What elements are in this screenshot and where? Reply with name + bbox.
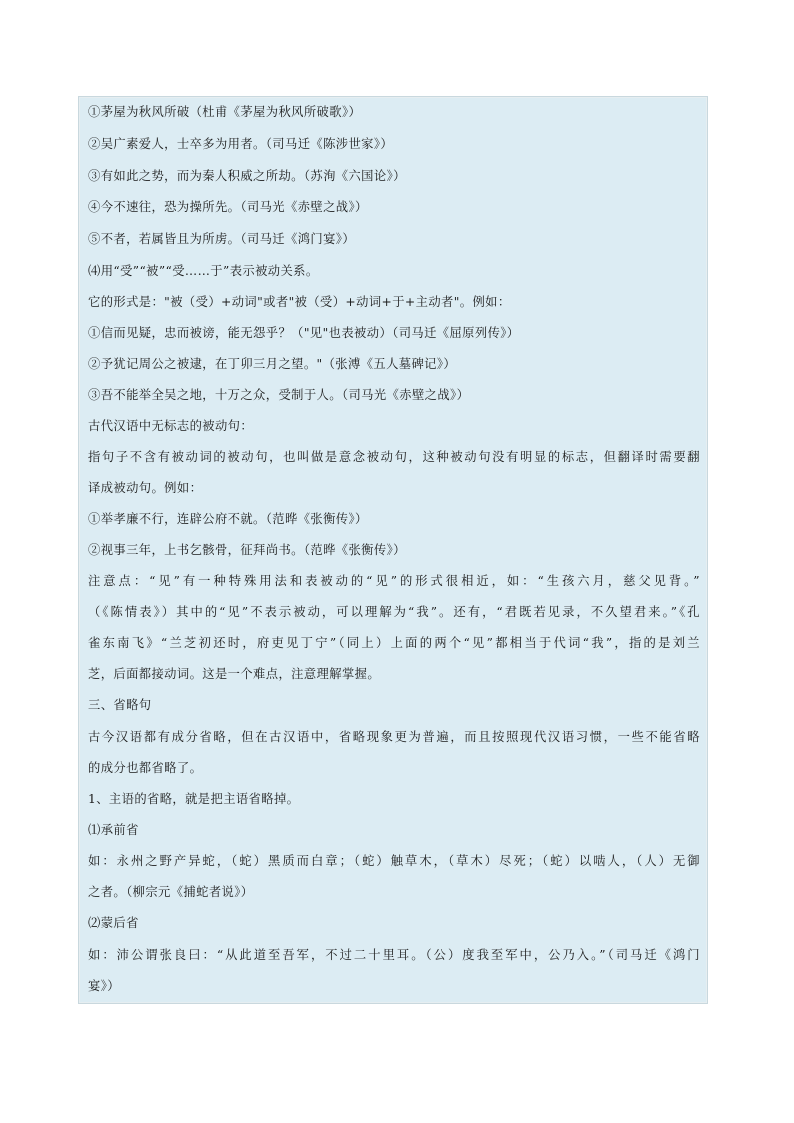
text-line: ①茅屋为秋风所破（杜甫《茅屋为秋风所破歌》） (88, 105, 362, 119)
text-line: ⑵蒙后省 (88, 916, 139, 930)
text-line: 古代汉语中无标志的被动句： (88, 419, 254, 433)
text-line: 芝，后面都接动词。这是一个难点，注意理解掌握。 (88, 667, 381, 681)
text-line: ③吾不能举全吴之地，十万之众，受制于人。（司马光《赤壁之战》） (88, 388, 470, 402)
text-line: ②予犹记周公之被逮，在丁卯三月之望。"（张溥《五人墓碑记》） (88, 357, 457, 371)
text-line: 雀东南飞》“兰芝初还时，府吏见丁宁”（同上）上面的两个“见”都相当于代词“我”，指的是刘兰 (88, 636, 700, 650)
section-heading: 三、省略句 (88, 698, 152, 712)
text-line: 古今汉语都有成分省略，但在古汉语中，省略现象更为普遍，而且按照现代汉语习惯，一些不能省略 (88, 730, 700, 744)
text-line: 之者。（柳宗元《捕蛇者说》） (88, 885, 254, 899)
text-line: 它的形式是："被（受）+动词"或者"被（受）+动词+于+主动者"。例如： (88, 295, 511, 309)
text-line: ④今不速往，恐为操所先。（司马光《赤壁之战》） (88, 200, 368, 214)
text-line: 宴》） (88, 979, 120, 993)
text-line: 1、主语的省略，就是把主语省略掉。 (88, 792, 300, 806)
text-line: ①举孝廉不行，连辟公府不就。（范晔《张衡传》） (88, 512, 368, 526)
text-line: 注意点：“见”有一种特殊用法和表被动的“见”的形式很相近，如：“生孩六月，慈父见背。” (88, 574, 700, 588)
text-line: 如：永州之野产异蛇，（蛇）黑质而白章；（蛇）触草木，（草木）尽死；（蛇）以啮人，（人）无御 (88, 854, 700, 868)
text-line: ③有如此之势，而为秦人积威之所劫。（苏洵《六国论》） (88, 169, 406, 183)
text-line: ②吴广素爱人，士卒多为用者。（司马迁《陈涉世家》） (88, 137, 394, 151)
text-line: 如：沛公谓张良曰：“从此道至吾军，不过二十里耳。（公）度我至军中，公乃入。”（司马迁《鸿门 (88, 948, 700, 962)
text-line: ⑤不者，若属皆且为所虏。（司马迁《鸿门宴》） (88, 232, 356, 246)
text-line: ⑷用“受”“被”“受……于”表示被动关系。 (88, 264, 319, 278)
text-line: ①信而见疑，忠而被谤，能无怨乎？（"见"也表被动）（司马迁《屈原列传》） (88, 326, 520, 340)
text-line: 译成被动句。例如： (88, 481, 203, 495)
text-line: ⑴承前省 (88, 823, 139, 837)
text-line: ②视事三年，上书乞骸骨，征拜尚书。（范晔《张衡传》） (88, 543, 406, 557)
text-line: 指句子不含有被动词的被动句，也叫做是意念被动句，这种被动句没有明显的标志，但翻译时需要翻 (88, 450, 700, 464)
text-line: 的成分也都省略了。 (88, 761, 203, 775)
text-line: （《陈情表》）其中的“见”不表示被动，可以理解为“我”。还有，“君既若见录，不久望君来。”《孔 (88, 605, 700, 619)
